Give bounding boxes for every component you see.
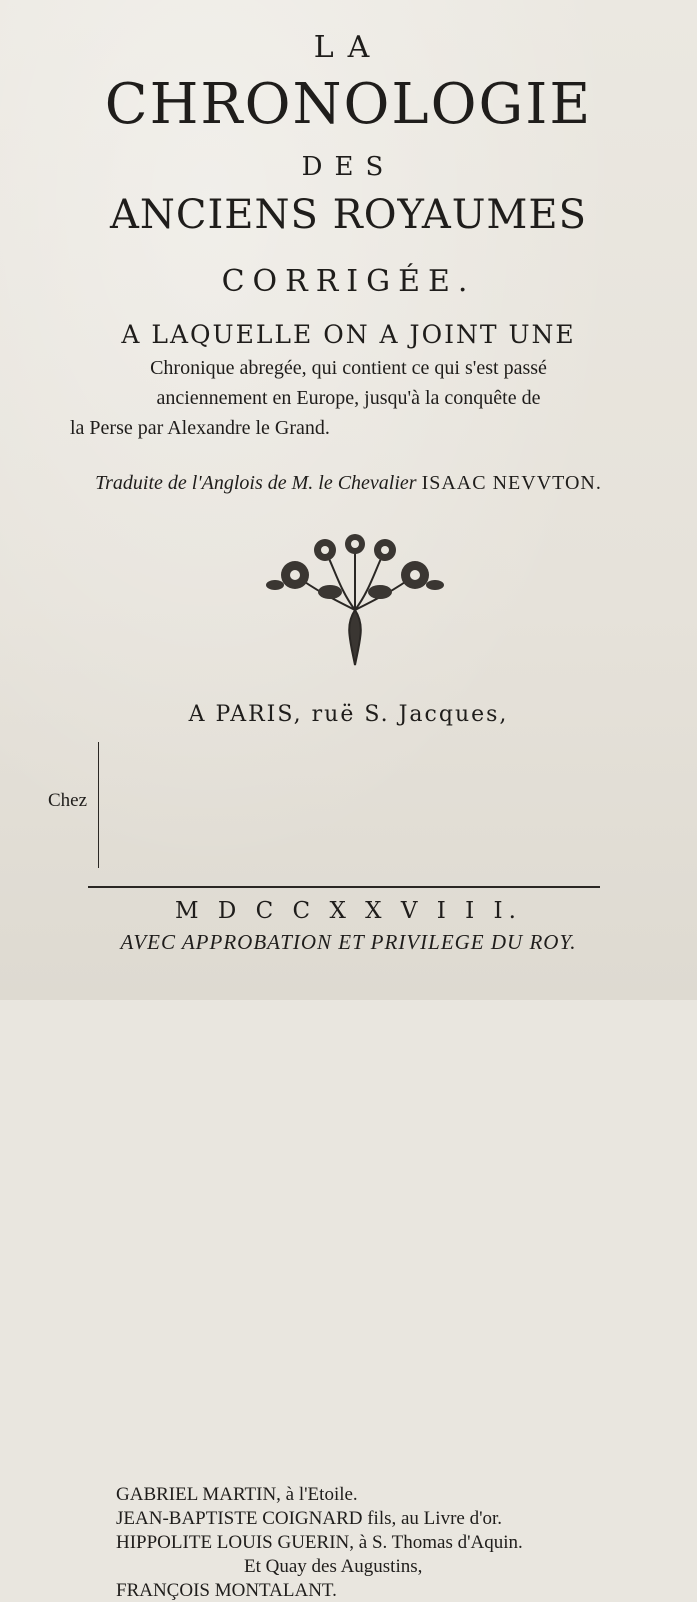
title-article: LA xyxy=(313,30,384,65)
translator-prefix: Traduite de l'Anglois de M. le Chevalier xyxy=(95,472,422,494)
printer-3-address: Et Quay des Augustins, xyxy=(244,1556,423,1577)
subtitle-line-4: la Perse par Alexandre le Grand. xyxy=(70,417,330,439)
approbation-line: AVEC APPROBATION ET PRIVILEGE DU ROY. xyxy=(120,930,577,954)
title-main: CHRONOLOGIE xyxy=(104,72,593,137)
printers-brace xyxy=(98,742,113,868)
translator-credit xyxy=(0,472,697,495)
imprint-city: A PARIS, ruë S. Jacques, xyxy=(188,702,509,727)
subtitle-line-2: Chronique abregée, qui contient ce qui s'est passé xyxy=(150,357,547,379)
title-des: DES xyxy=(301,152,396,182)
subtitle-line-1: A LAQUELLE ON A JOINT UNE xyxy=(121,320,576,349)
imprint-chez: Chez xyxy=(48,790,88,811)
title-corrigee: CORRIGÉE. xyxy=(221,264,476,299)
title-anciens-royaumes: ANCIENS ROYAUMES xyxy=(110,192,587,238)
printer-2: JEAN-BAPTISTE COIGNARD fils, au Livre d'or. xyxy=(116,1508,503,1529)
translator-name: ISAAC NEVVTON. xyxy=(421,472,602,494)
subtitle-line-3: anciennement en Europe, jusqu'à la conquête de xyxy=(156,387,541,409)
printer-4: FRANÇOIS MONTALANT. xyxy=(116,1580,337,1601)
divider-rule xyxy=(88,886,600,888)
floral-ornament-icon xyxy=(255,530,455,670)
publication-year: M D C C X X V I I I. xyxy=(175,898,522,924)
printer-1: GABRIEL MARTIN, à l'Etoile. xyxy=(116,1484,358,1505)
printer-3: HIPPOLITE LOUIS GUERIN, à S. Thomas d'Aquin. xyxy=(116,1532,523,1553)
